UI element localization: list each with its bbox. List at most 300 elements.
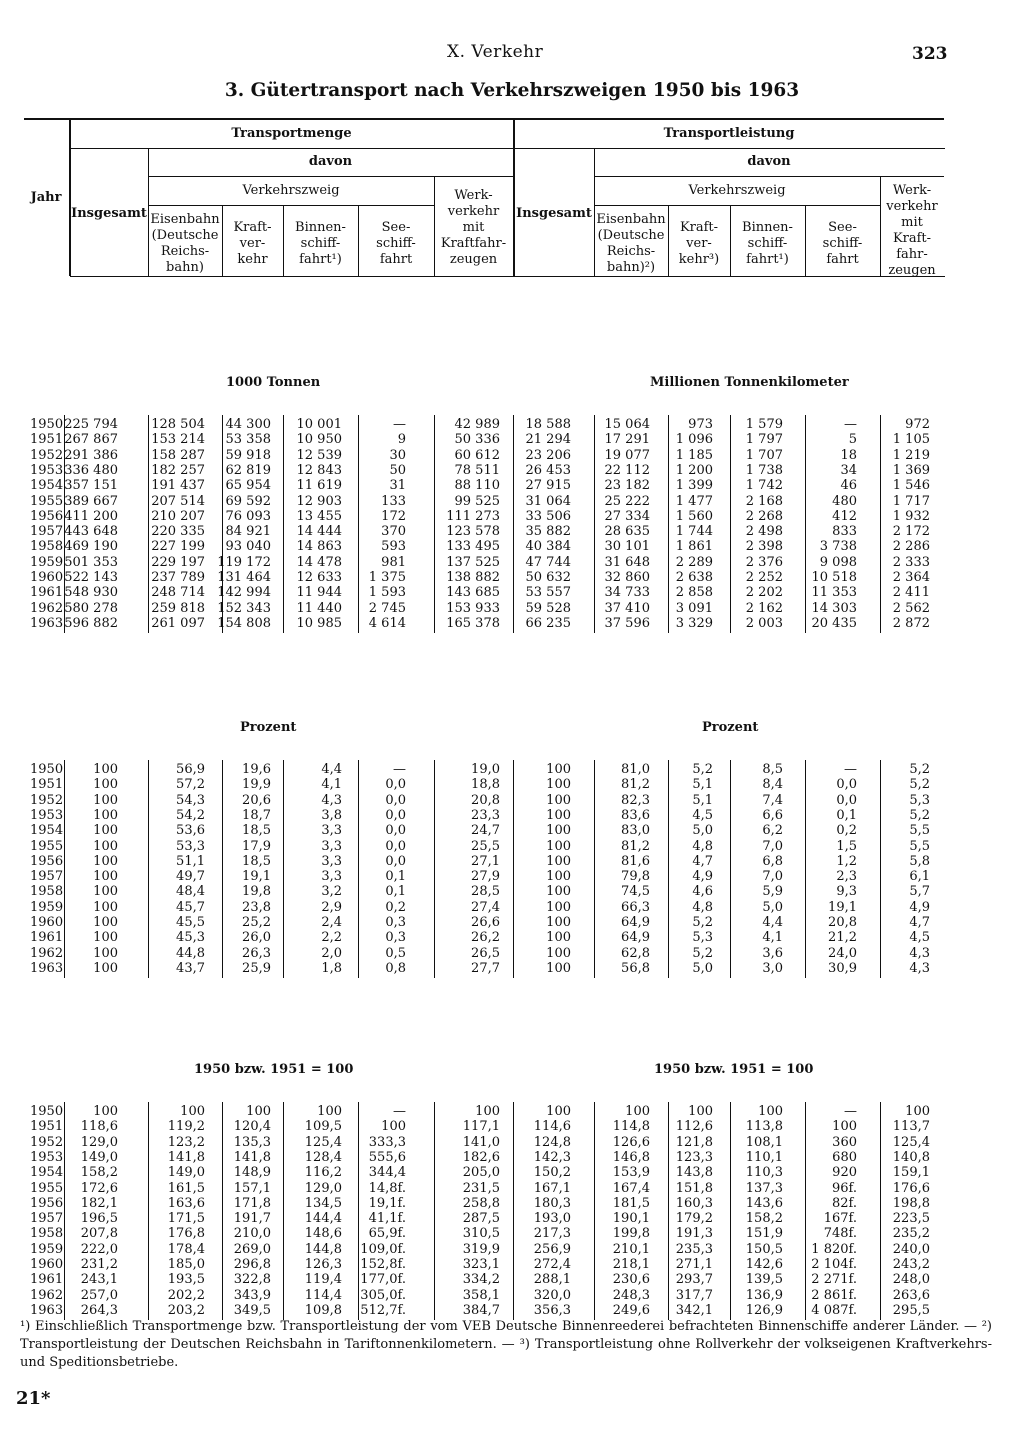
value-cell: 153 933: [446, 600, 500, 616]
value-cell: 26,2: [471, 930, 500, 946]
value-cell: 123,2: [167, 1134, 205, 1150]
value-cell: 26,3: [242, 945, 271, 961]
verkehrszweig-right: Verkehrszweig: [688, 183, 786, 198]
value-cell: 336 480: [64, 462, 118, 478]
year-cell: 1962: [30, 945, 64, 961]
table-row: [0, 900, 1000, 915]
value-cell: 287,5: [462, 1211, 500, 1227]
value-cell: 2 398: [745, 539, 783, 555]
value-cell: 57,2: [176, 777, 205, 793]
header-line: schiff-: [822, 236, 863, 251]
year-cell: 1957: [30, 1211, 64, 1227]
value-cell: 100: [546, 762, 571, 777]
value-cell: 118,6: [80, 1119, 118, 1135]
value-cell: 18,8: [471, 777, 500, 793]
value-cell: 84 921: [225, 524, 271, 540]
header-line: zeugen: [449, 252, 498, 267]
value-cell: 5,8: [909, 853, 930, 869]
value-cell: 833: [832, 524, 857, 540]
value-cell: 146,8: [612, 1149, 650, 1165]
table-row: [0, 839, 1000, 854]
value-cell: 2 411: [892, 585, 930, 601]
header-rule-davon-left: [148, 176, 513, 177]
value-cell: 26,5: [471, 945, 500, 961]
value-cell: 23,8: [242, 899, 271, 915]
value-cell: 177,0f.: [360, 1272, 406, 1288]
year-cell: 1963: [30, 615, 64, 631]
value-cell: 0,0: [385, 792, 406, 808]
value-cell: 11 619: [296, 478, 342, 494]
value-cell: 159,1: [892, 1165, 930, 1181]
header-line: verkehr: [886, 199, 938, 214]
value-cell: 596 882: [64, 615, 118, 631]
value-cell: 148,6: [304, 1226, 342, 1242]
value-cell: 100: [180, 1104, 205, 1119]
value-cell: 182,1: [80, 1195, 118, 1211]
value-cell: 50 336: [454, 432, 500, 448]
table-row: [0, 539, 1000, 554]
value-cell: 2,2: [321, 930, 342, 946]
header-line: ver-: [239, 236, 266, 251]
value-cell: 158,2: [80, 1165, 118, 1181]
value-cell: 2 333: [892, 554, 930, 570]
year-cell: 1956: [30, 853, 64, 869]
year-cell: 1962: [30, 600, 64, 616]
year-cell: 1959: [30, 554, 64, 570]
value-cell: 4,8: [692, 838, 713, 854]
header-line: Werk-: [454, 188, 493, 203]
value-cell: 210,0: [233, 1226, 271, 1242]
value-cell: 185,0: [167, 1257, 205, 1272]
value-cell: 143 685: [446, 585, 500, 601]
value-cell: 110,3: [745, 1165, 783, 1181]
value-cell: 56,9: [176, 762, 205, 777]
value-cell: 131 464: [217, 570, 271, 585]
year-cell: 1950: [30, 762, 64, 777]
value-cell: 6,2: [762, 823, 783, 839]
value-cell: 334,2: [462, 1272, 500, 1288]
year-cell: 1963: [30, 1302, 64, 1318]
value-cell: 33 506: [525, 508, 571, 524]
value-cell: 4,7: [909, 915, 930, 930]
header-line: See-: [381, 220, 411, 235]
col-insgesamt-right: Insgesamt: [516, 206, 592, 221]
header-line: Eisenbahn: [150, 212, 220, 227]
value-cell: 100: [546, 777, 571, 793]
value-cell: 198,8: [892, 1195, 930, 1211]
value-cell: 27 915: [525, 478, 571, 494]
value-cell: 2,9: [321, 899, 342, 915]
value-cell: —: [844, 417, 857, 432]
value-cell: 4 087f.: [811, 1302, 857, 1318]
value-cell: 99 525: [454, 493, 500, 509]
year-cell: 1959: [30, 899, 64, 915]
header-line: kehr³): [678, 252, 720, 267]
value-cell: 124,8: [533, 1134, 571, 1150]
value-cell: 6,8: [762, 853, 783, 869]
value-cell: 167,4: [612, 1180, 650, 1196]
value-cell: 271,1: [675, 1257, 713, 1272]
value-cell: 109,8: [304, 1302, 342, 1318]
value-cell: 21 294: [525, 432, 571, 448]
value-cell: 20,8: [828, 915, 857, 930]
value-cell: 143,8: [675, 1165, 713, 1181]
value-cell: 2 172: [892, 524, 930, 540]
value-cell: 133: [381, 493, 406, 509]
col-jahr: Jahr: [30, 190, 62, 205]
value-cell: 100: [758, 1104, 783, 1119]
header-line: fahrt¹): [746, 252, 789, 267]
header-line: ver-: [686, 236, 712, 251]
value-cell: 480: [832, 493, 857, 509]
value-cell: 25 222: [604, 493, 650, 509]
table-row: [0, 1196, 1000, 1211]
value-cell: 360: [832, 1134, 857, 1150]
value-cell: 3,2: [321, 884, 342, 900]
value-cell: 59 918: [225, 447, 271, 463]
value-cell: 180,3: [533, 1195, 571, 1211]
value-cell: 199,8: [612, 1226, 650, 1242]
year-cell: 1952: [30, 1134, 64, 1150]
value-cell: 114,8: [612, 1119, 650, 1135]
value-cell: 593: [381, 539, 406, 555]
value-cell: 18 588: [525, 417, 571, 432]
value-cell: 125,4: [304, 1134, 342, 1150]
value-cell: 3 329: [675, 615, 713, 631]
value-cell: 0,2: [385, 899, 406, 915]
value-cell: 114,4: [304, 1287, 342, 1303]
value-cell: 443 648: [64, 524, 118, 540]
value-cell: 11 440: [296, 600, 342, 616]
value-cell: 3,3: [321, 853, 342, 869]
value-cell: 1,8: [321, 960, 342, 976]
value-cell: 100: [546, 869, 571, 885]
value-cell: 153,9: [612, 1165, 650, 1181]
value-cell: 5,7: [909, 884, 930, 900]
value-cell: 310,5: [462, 1226, 500, 1242]
value-cell: 1 744: [675, 524, 713, 540]
value-cell: 248,3: [612, 1287, 650, 1303]
value-cell: 31 648: [604, 554, 650, 570]
year-cell: 1953: [30, 462, 64, 478]
value-cell: 66,3: [621, 899, 650, 915]
value-cell: 412: [832, 508, 857, 524]
value-cell: 100: [93, 823, 118, 839]
value-cell: 100: [905, 1104, 930, 1119]
value-cell: 49,7: [176, 869, 205, 885]
table-row: [0, 930, 1000, 945]
value-cell: 5,5: [909, 838, 930, 854]
value-cell: 144,8: [304, 1241, 342, 1257]
year-cell: 1951: [30, 777, 64, 793]
year-cell: 1955: [30, 838, 64, 854]
header-line: bahn)²): [606, 260, 656, 275]
table-row: [0, 1288, 1000, 1303]
value-cell: 100: [93, 869, 118, 885]
year-cell: 1956: [30, 508, 64, 524]
value-cell: 128 504: [151, 417, 205, 432]
unit-label-right: Prozent: [702, 720, 759, 735]
value-cell: 389 667: [64, 493, 118, 509]
value-cell: 100: [93, 807, 118, 823]
header-line: Kraft-: [679, 220, 719, 235]
value-cell: 81,2: [621, 838, 650, 854]
value-cell: 3,3: [321, 823, 342, 839]
value-cell: 19,1: [242, 869, 271, 885]
value-cell: 522 143: [64, 570, 118, 585]
value-cell: 60 612: [454, 447, 500, 463]
value-cell: 126,9: [745, 1302, 783, 1318]
value-cell: 0,1: [385, 884, 406, 900]
value-cell: 54,2: [176, 807, 205, 823]
value-cell: 19,9: [242, 777, 271, 793]
value-cell: 0,1: [836, 807, 857, 823]
value-cell: 150,2: [533, 1165, 571, 1181]
header-line: Werk-: [892, 183, 932, 198]
value-cell: 15 064: [604, 417, 650, 432]
value-cell: 305,0f.: [360, 1287, 406, 1303]
value-cell: 319,9: [462, 1241, 500, 1257]
value-cell: 1 219: [892, 447, 930, 463]
value-cell: 13 455: [296, 508, 342, 524]
col-binnenschifffahrt-left: [283, 220, 358, 268]
table-row: [0, 616, 1000, 631]
value-cell: 19,8: [242, 884, 271, 900]
value-cell: 100: [546, 930, 571, 946]
value-cell: 37 596: [604, 615, 650, 631]
value-cell: 358,1: [462, 1287, 500, 1303]
year-cell: 1960: [30, 915, 64, 930]
value-cell: 158,2: [745, 1211, 783, 1227]
year-cell: 1953: [30, 1149, 64, 1165]
value-cell: 27 334: [604, 508, 650, 524]
value-cell: 257,0: [80, 1287, 118, 1303]
value-cell: 243,1: [80, 1272, 118, 1288]
value-cell: 83,6: [621, 807, 650, 823]
value-cell: 548 930: [64, 585, 118, 601]
header-line: zeugen: [888, 263, 936, 278]
value-cell: 114,6: [533, 1119, 571, 1135]
value-cell: 344,4: [368, 1165, 406, 1181]
value-cell: 17 291: [604, 432, 650, 448]
value-cell: 47 744: [525, 554, 571, 570]
table-row: [0, 915, 1000, 930]
value-cell: 165 378: [446, 615, 500, 631]
value-cell: 14 863: [296, 539, 342, 555]
value-cell: 53 557: [525, 585, 571, 601]
table-row: [0, 601, 1000, 616]
value-cell: 4,5: [692, 807, 713, 823]
page-number: 323: [912, 44, 948, 64]
value-cell: 74,5: [621, 884, 650, 900]
unit-label-right: 1950 bzw. 1951 = 100: [654, 1062, 814, 1077]
value-cell: 9: [397, 432, 406, 448]
header-line: schiff-: [300, 236, 341, 251]
value-cell: 1 560: [675, 508, 713, 524]
value-cell: 12 633: [296, 570, 342, 585]
value-cell: 356,3: [533, 1302, 571, 1318]
value-cell: 66 235: [525, 615, 571, 631]
value-cell: 65 954: [225, 478, 271, 494]
value-cell: 2 858: [675, 585, 713, 601]
header-line: Binnen-: [295, 220, 346, 235]
davon-right: davon: [747, 154, 791, 169]
value-cell: 10 001: [296, 417, 342, 432]
value-cell: 272,4: [533, 1257, 571, 1272]
value-cell: 1 717: [892, 493, 930, 509]
value-cell: 129,0: [80, 1134, 118, 1150]
value-cell: 342,1: [675, 1302, 713, 1318]
value-cell: 19,1: [828, 899, 857, 915]
table-row: [0, 448, 1000, 463]
value-cell: 31 064: [525, 493, 571, 509]
value-cell: 207,8: [80, 1226, 118, 1242]
value-cell: 178,4: [167, 1241, 205, 1257]
value-cell: 1 820f.: [811, 1241, 857, 1257]
value-cell: 191,3: [675, 1226, 713, 1242]
header-line: schiff-: [747, 236, 788, 251]
value-cell: 5,2: [692, 945, 713, 961]
value-cell: 25,2: [242, 915, 271, 930]
table-row: [0, 494, 1000, 509]
year-cell: 1960: [30, 570, 64, 585]
value-cell: 100: [246, 1104, 271, 1119]
value-cell: 25,5: [471, 838, 500, 854]
value-cell: 176,6: [892, 1180, 930, 1196]
col-binnenschifffahrt-right: [730, 220, 805, 268]
value-cell: 148,9: [233, 1165, 271, 1181]
year-cell: 1954: [30, 1165, 64, 1181]
value-cell: 53,3: [176, 838, 205, 854]
value-cell: 370: [381, 524, 406, 540]
value-cell: 1 932: [892, 508, 930, 524]
value-cell: 267 867: [64, 432, 118, 448]
value-cell: 2 861f.: [811, 1287, 857, 1303]
value-cell: 4,8: [692, 899, 713, 915]
value-cell: 501 353: [64, 554, 118, 570]
year-cell: 1952: [30, 447, 64, 463]
group-transportmenge: Transportmenge: [231, 126, 352, 141]
value-cell: 64,9: [621, 915, 650, 930]
value-cell: 150,5: [745, 1241, 783, 1257]
value-cell: 93 040: [225, 539, 271, 555]
value-cell: 4,4: [321, 762, 342, 777]
unit-label-left: 1950 bzw. 1951 = 100: [194, 1062, 354, 1077]
value-cell: 22 112: [604, 462, 650, 478]
value-cell: 1 096: [675, 432, 713, 448]
value-cell: 235,3: [675, 1241, 713, 1257]
value-cell: 41,1f.: [368, 1211, 406, 1227]
value-cell: 5,3: [909, 792, 930, 808]
value-cell: 12 903: [296, 493, 342, 509]
value-cell: 79,8: [621, 869, 650, 885]
value-cell: 100: [93, 945, 118, 961]
value-cell: 140,8: [892, 1149, 930, 1165]
value-cell: 26,0: [242, 930, 271, 946]
table-row: [0, 524, 1000, 539]
header-line: fahrt¹): [299, 252, 342, 267]
value-cell: 0,2: [836, 823, 857, 839]
value-cell: 2,0: [321, 945, 342, 961]
year-cell: 1952: [30, 792, 64, 808]
value-cell: 3,3: [321, 869, 342, 885]
value-cell: 100: [475, 1104, 500, 1119]
value-cell: 1 861: [675, 539, 713, 555]
value-cell: 171,8: [233, 1195, 271, 1211]
value-cell: 19,1f.: [368, 1195, 406, 1211]
value-cell: 411 200: [64, 508, 118, 524]
value-cell: 154 808: [217, 615, 271, 631]
value-cell: 2 268: [745, 508, 783, 524]
value-cell: 323,1: [462, 1257, 500, 1272]
value-cell: 171,5: [167, 1211, 205, 1227]
value-cell: 2 168: [745, 493, 783, 509]
value-cell: 172,6: [80, 1180, 118, 1196]
table-row: [0, 1257, 1000, 1272]
value-cell: 258,8: [462, 1195, 500, 1211]
table-row: [0, 555, 1000, 570]
value-cell: 113,8: [745, 1119, 783, 1135]
year-cell: 1955: [30, 1180, 64, 1196]
value-cell: 28 635: [604, 524, 650, 540]
value-cell: 972: [905, 417, 930, 432]
year-cell: 1956: [30, 1195, 64, 1211]
table-row: [0, 432, 1000, 447]
value-cell: 149,0: [80, 1149, 118, 1165]
value-cell: 5,2: [909, 807, 930, 823]
year-cell: 1961: [30, 930, 64, 946]
value-cell: 218,1: [612, 1257, 650, 1272]
value-cell: 6,1: [909, 869, 930, 885]
value-cell: 128,4: [304, 1149, 342, 1165]
value-cell: 100: [546, 899, 571, 915]
value-cell: 920: [832, 1165, 857, 1181]
value-cell: 44 300: [225, 417, 271, 432]
value-cell: 981: [381, 554, 406, 570]
value-cell: 295,5: [892, 1302, 930, 1318]
footnotes: ¹) Einschließlich Transportmenge bzw. Transportleistung der vom VEB Deutsche Binnenreederei befrachteten Binnenschiffe anderer Länder. — ²) Transportleistung der Deutschen Reichsbahn in Tariftonnenkilometern. — ³) Transportleistung ohne Rollverkehr der volkseigenen Kraftverkehrs- und Speditionsbetriebe.: [20, 1319, 992, 1370]
value-cell: 0,8: [385, 960, 406, 976]
davon-left: davon: [308, 154, 353, 169]
table-row: [0, 869, 1000, 884]
value-cell: 210,1: [612, 1241, 650, 1257]
value-cell: 133 495: [446, 539, 500, 555]
value-cell: 5,3: [692, 930, 713, 946]
value-cell: 53 358: [225, 432, 271, 448]
value-cell: 100: [546, 792, 571, 808]
value-cell: 4,1: [762, 930, 783, 946]
table-row: [0, 478, 1000, 493]
value-cell: 2 498: [745, 524, 783, 540]
value-cell: 296,8: [233, 1257, 271, 1272]
value-cell: 10 518: [811, 570, 857, 585]
value-cell: 50: [389, 462, 406, 478]
year-cell: 1961: [30, 585, 64, 601]
value-cell: 2 162: [745, 600, 783, 616]
value-cell: —: [844, 1104, 857, 1119]
value-cell: 42 989: [454, 417, 500, 432]
value-cell: 45,7: [176, 899, 205, 915]
value-cell: 81,2: [621, 777, 650, 793]
year-cell: 1961: [30, 1272, 64, 1288]
year-cell: 1954: [30, 823, 64, 839]
header-line: (Deutsche: [597, 228, 665, 243]
value-cell: 23 206: [525, 447, 571, 463]
value-cell: 240,0: [892, 1241, 930, 1257]
value-cell: 53,6: [176, 823, 205, 839]
value-cell: 1 477: [675, 493, 713, 509]
value-cell: 0,0: [385, 777, 406, 793]
